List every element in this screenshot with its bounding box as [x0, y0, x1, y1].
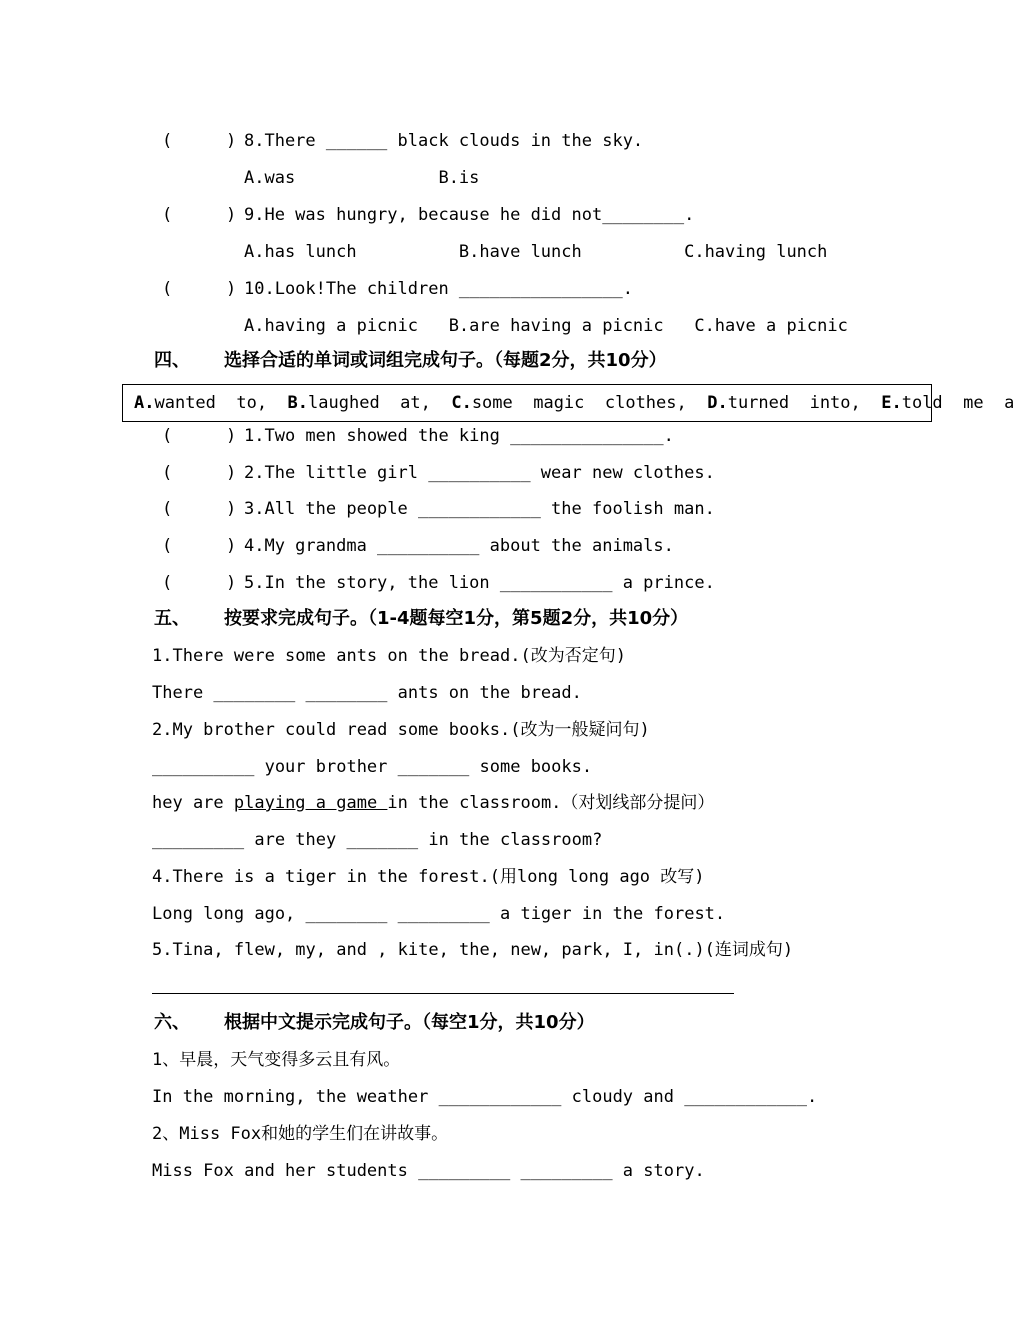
s5-line6: _________ are they _______ in the classroom?	[152, 830, 603, 850]
s5-line7: 4.There is a tiger in the forest.(用long long ago 改写)	[152, 867, 705, 887]
s4-q5: 5.In the story, the lion ___________ a prince.	[244, 573, 715, 593]
q8-options: A.was B.is	[244, 168, 480, 188]
s4-q5-paren-close: )	[226, 573, 237, 593]
s6-line3: 2、Miss Fox和她的学生们在讲故事。	[152, 1124, 449, 1144]
s4-q3-paren-close: )	[226, 499, 237, 519]
s5-line9: 5.Tina, flew, my, and , kite, the, new, park, I, in(.)(连词成句)	[152, 940, 794, 960]
word-bank-letter-d: D.	[707, 393, 728, 413]
q9-options: A.has lunch B.have lunch C.having lunch	[244, 242, 828, 262]
q8-paren-open: (	[162, 131, 173, 151]
word-bank-item-b: laughed at,	[308, 393, 452, 413]
s4-q1-paren-close: )	[226, 426, 237, 446]
s5-line5-pre: hey are	[152, 793, 234, 813]
word-bank-letter-a: A.	[134, 393, 155, 413]
s5-line8: Long long ago, ________ _________ a tiger in the forest.	[152, 904, 726, 924]
word-bank-item-e: told me a	[901, 393, 1014, 413]
s4-q3-paren-open: (	[162, 499, 173, 519]
s5-line4: __________ your brother _______ some books.	[152, 757, 593, 777]
word-bank-letter-e: E.	[881, 393, 902, 413]
s4-q4-paren-open: (	[162, 536, 173, 556]
section6-number: 六、	[154, 1012, 190, 1033]
word-bank	[134, 392, 1014, 414]
s4-q2-paren-open: (	[162, 463, 173, 483]
s4-q2-paren-close: )	[226, 463, 237, 483]
s4-q1: 1.Two men showed the king _______________.	[244, 426, 674, 446]
word-bank-item-a: wanted to,	[154, 393, 288, 413]
s5-line5	[152, 792, 714, 814]
answer-line	[152, 993, 734, 994]
s4-q2: 2.The little girl __________ wear new clothes.	[244, 463, 715, 483]
s5-line1: 1.There were some ants on the bread.(改为否定句)	[152, 646, 626, 666]
q9-paren-close: )	[226, 205, 237, 225]
section5-number: 五、	[154, 608, 190, 629]
q8-paren-close: )	[226, 131, 237, 151]
q9-stem: 9.He was hungry, because he did not________.	[244, 205, 695, 225]
q10-paren-close: )	[226, 279, 237, 299]
word-bank-item-d: turned into,	[727, 393, 882, 413]
section6-heading: 根据中文提示完成句子。（每空1分，共10分）	[224, 1012, 595, 1033]
q10-paren-open: (	[162, 279, 173, 299]
section5-heading: 按要求完成句子。（1-4题每空1分，第5题2分，共10分）	[224, 608, 689, 629]
s6-line1: 1、早晨，天气变得多云且有风。	[152, 1050, 401, 1070]
q10-options: A.having a picnic B.are having a picnic C.have a picnic	[244, 316, 848, 336]
s4-q1-paren-open: (	[162, 426, 173, 446]
s6-line2: In the morning, the weather ____________ cloudy and ____________.	[152, 1087, 818, 1107]
s5-line5-post: in the classroom.（对划线部分提问）	[387, 793, 715, 813]
q10-stem: 10.Look!The children ________________.	[244, 279, 633, 299]
s5-line2: There ________ ________ ants on the bread.	[152, 683, 582, 703]
word-bank-item-c: some magic clothes,	[471, 393, 708, 413]
q8-stem: 8.There ______ black clouds in the sky.	[244, 131, 644, 151]
s5-line3: 2.My brother could read some books.(改为一般疑问句)	[152, 720, 650, 740]
section4-number: 四、	[154, 350, 190, 371]
s6-line4: Miss Fox and her students _________ _________ a story.	[152, 1161, 705, 1181]
s4-q3: 3.All the people ____________ the foolish man.	[244, 499, 715, 519]
word-bank-letter-b: B.	[287, 393, 309, 413]
s5-line5-underlined: playing a game	[233, 793, 388, 813]
q9-paren-open: (	[162, 205, 173, 225]
s4-q4-paren-close: )	[226, 536, 237, 556]
word-bank-letter-c: C.	[451, 393, 472, 413]
section4-heading: 选择合适的单词或词组完成句子。（每题2分，共10分）	[224, 350, 667, 371]
s4-q5-paren-open: (	[162, 573, 173, 593]
s4-q4: 4.My grandma __________ about the animals.	[244, 536, 674, 556]
